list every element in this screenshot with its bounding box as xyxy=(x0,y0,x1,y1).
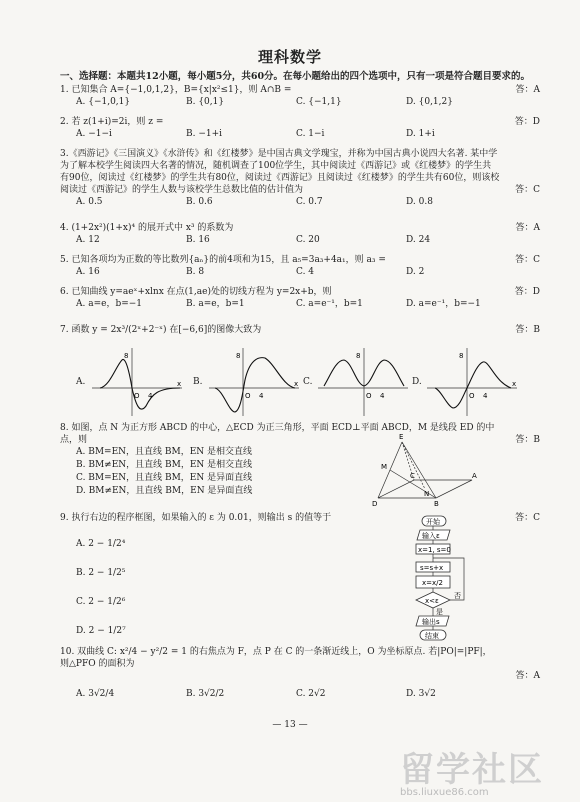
question-answer: 答：A xyxy=(515,85,540,95)
origin-label: O xyxy=(134,392,140,400)
question-answer: 答：B xyxy=(515,325,540,335)
flowchart-label: 输出s xyxy=(422,618,440,626)
tick-label: 8 xyxy=(124,352,129,360)
question-answer: 答：A xyxy=(515,223,540,233)
flowchart-label: x=x/2 xyxy=(422,579,443,587)
option: C. 4 xyxy=(296,267,315,277)
option: D. 0.8 xyxy=(406,197,433,207)
option: D. 3√2 xyxy=(406,689,436,699)
question-answer: 答：D xyxy=(514,287,540,297)
options-row xyxy=(76,96,540,108)
option: D. 2 xyxy=(406,267,425,277)
question-stem: 3.《西游记》《三国演义》《水浒传》和《红楼梦》是中国古典文学瑰宝，并称为中国古典小说四大名著. 某中学为了解本校学生阅读四大名著的情况，随机调查了100位学生，其中阅读过《西游记》或《红楼梦》的学生共有90位，阅读过《红楼梦》的学生共有80位，阅读过《西游记》且阅读过《红楼梦》的学生共有60位，则该校阅读过《西游记》的学生人数与该校学生总数比值的估计值为 xyxy=(60,149,500,195)
option: A. 3√2/4 xyxy=(76,689,115,699)
question-stem: 7. 函数 y = 2x³/(2ˣ+2⁻ˣ) 在[−6,6]的图像大致为 xyxy=(60,325,262,335)
question-4 xyxy=(60,222,540,246)
option: B. 16 xyxy=(186,235,210,245)
option: B. 0.6 xyxy=(186,197,213,207)
option: A. 0.5 xyxy=(76,197,103,207)
question-3 xyxy=(60,148,540,208)
question-answer: 答：B xyxy=(515,435,540,445)
option: C. {−1,1} xyxy=(296,97,342,107)
option: C. 1−i xyxy=(296,129,325,139)
solid-geometry-figure xyxy=(372,433,482,510)
option: A. 2 − 1/2⁴ xyxy=(76,539,126,549)
origin-label: O xyxy=(245,392,251,400)
watermark-url: bbs.liuxue86.com xyxy=(400,787,489,798)
question-6 xyxy=(60,286,540,310)
option: B. a=e，b=1 xyxy=(186,299,245,309)
point-label: N xyxy=(424,490,430,498)
question-answer: 答：C xyxy=(515,513,540,523)
origin-label: O xyxy=(366,392,372,400)
axis-label: x xyxy=(177,380,182,388)
question-1 xyxy=(60,84,540,108)
option: D. 24 xyxy=(406,235,431,245)
option: C. 2 − 1/2⁶ xyxy=(76,597,126,607)
option: B. {0,1} xyxy=(186,97,225,107)
question-stem: 6. 已知曲线 y=aeˣ+xlnx 在点(1,ae)处的切线方程为 y=2x+b，则 xyxy=(60,287,332,297)
question-10 xyxy=(60,646,540,700)
point-label: E xyxy=(399,433,404,441)
graph-option-b xyxy=(209,346,301,418)
question-stem: 10. 双曲线 C: x²/4 − y²/2 = 1 的右焦点为 F，点 P 在 C 的一条渐近线上，O 为坐标原点. 若|PO|=|PF|，则△PFO 的面积为 xyxy=(60,647,492,669)
question-5 xyxy=(60,254,540,278)
edge xyxy=(402,442,436,498)
question-answer: 答：D xyxy=(514,117,540,127)
flowchart-label: 否 xyxy=(454,592,461,600)
question-stem: 1. 已知集合 A={−1,0,1,2}，B={x|x²≤1}，则 A∩B = xyxy=(60,85,292,95)
options-row xyxy=(76,128,540,140)
options-column xyxy=(60,530,210,646)
option: C. xyxy=(303,377,313,387)
tick-label: 4 xyxy=(380,392,385,400)
question-answer: 答：C xyxy=(515,255,540,265)
option: D. {0,1,2} xyxy=(406,97,453,107)
option: A. 16 xyxy=(76,267,100,277)
flowchart-label: 开始 xyxy=(426,518,440,526)
axis-label: x xyxy=(294,380,299,388)
flowchart-label: 结束 xyxy=(425,632,439,640)
curve xyxy=(100,359,180,409)
option: A. a=e，b=−1 xyxy=(76,299,143,309)
option: B. xyxy=(193,377,203,387)
tick-label: 8 xyxy=(236,352,241,360)
option: D. 1+i xyxy=(406,129,435,139)
option: C. 20 xyxy=(296,235,320,245)
flowchart-label: s=s+x xyxy=(420,564,444,572)
point-label: B xyxy=(434,500,439,508)
option: C. 0.7 xyxy=(296,197,323,207)
point-label: A xyxy=(472,472,477,480)
origin-label: O xyxy=(469,392,475,400)
question-stem: 8. 如图，点 N 为正方形 ABCD 的中心，△ECD 为正三角形，平面 ECD⊥平面 ABCD，M 是线段 ED 的中点，则 xyxy=(60,423,495,445)
options-row xyxy=(76,234,540,246)
tick-label: 8 xyxy=(459,352,464,360)
flowchart-label: x=1, s=0 xyxy=(418,546,451,554)
point-label: C xyxy=(410,472,415,480)
question-stem: 9. 执行右边的程序框图，如果输入的 ε 为 0.01，则输出 s 的值等于 xyxy=(60,513,332,523)
graph-option-a xyxy=(92,346,184,418)
curve xyxy=(435,362,511,408)
graph-option-c xyxy=(318,346,410,418)
page-title: 理科数学 xyxy=(257,48,322,66)
tick-label: 4 xyxy=(259,392,264,400)
section-heading: 一、选择题：本题共12小题，每小题5分，共60分。在每小题给出的四个选项中，只有一项是符合题目要求的。 xyxy=(60,71,531,82)
option: A. {−1,0,1} xyxy=(76,97,131,107)
question-answer: 答：C xyxy=(515,185,540,195)
flowchart-label: 是 xyxy=(436,608,443,616)
option: B. 8 xyxy=(186,267,205,277)
question-stem: 2. 若 z(1+i)=2i，则 z = xyxy=(60,117,164,127)
tick-label: 8 xyxy=(356,352,361,360)
option: D. BM≠EN，且直线 BM，EN 是异面直线 xyxy=(76,486,253,496)
segment-en xyxy=(402,442,425,489)
option: A. 12 xyxy=(76,235,100,245)
curve xyxy=(215,358,295,412)
page-number: — 13 — xyxy=(272,720,308,730)
flowchart xyxy=(410,514,480,644)
options-row xyxy=(76,266,540,278)
tick-label: 4 xyxy=(483,392,488,400)
option: C. BM=EN，且直线 BM，EN 是异面直线 xyxy=(76,473,253,483)
option: B. 3√2/2 xyxy=(186,689,225,699)
option: D. 2 − 1/2⁷ xyxy=(76,626,126,636)
option: D. a=e⁻¹，b=−1 xyxy=(406,299,481,309)
watermark-logo: 留学社区 xyxy=(400,750,544,790)
point-label: M xyxy=(381,463,388,471)
graph-option-d xyxy=(427,346,519,418)
option: B. BM≠EN，且直线 BM，EN 是相交直线 xyxy=(76,460,253,470)
point-label: D xyxy=(372,500,378,508)
question-stem: 4. (1+2x²)(1+x)⁴ 的展开式中 x³ 的系数为 xyxy=(60,223,234,233)
option: D. xyxy=(412,377,422,387)
flowchart-label: 输入ε xyxy=(422,532,440,540)
option: C. 2√2 xyxy=(296,689,326,699)
question-answer: 答：A xyxy=(515,671,540,681)
option: C. a=e⁻¹，b=1 xyxy=(296,299,363,309)
flowchart-label: x<ε xyxy=(425,597,439,605)
tick-label: 4 xyxy=(148,392,153,400)
watermark xyxy=(400,742,544,798)
option: A. −1−i xyxy=(76,129,112,139)
option: B. −1+i xyxy=(186,129,223,139)
options-row xyxy=(76,688,540,700)
question-stem: 5. 已知各项均为正数的等比数列{aₙ}的前4项和为15，且 a₅=3a₃+4a₁，则 a₃ = xyxy=(60,255,386,265)
options-row xyxy=(76,196,540,208)
options-row xyxy=(76,298,540,310)
option: A. BM=EN，且直线 BM，EN 是相交直线 xyxy=(76,447,253,457)
option: A. xyxy=(76,377,86,387)
axis-label: x xyxy=(512,380,517,388)
question-2 xyxy=(60,116,540,140)
question-7 xyxy=(60,324,540,336)
option: B. 2 − 1/2⁵ xyxy=(76,568,126,578)
